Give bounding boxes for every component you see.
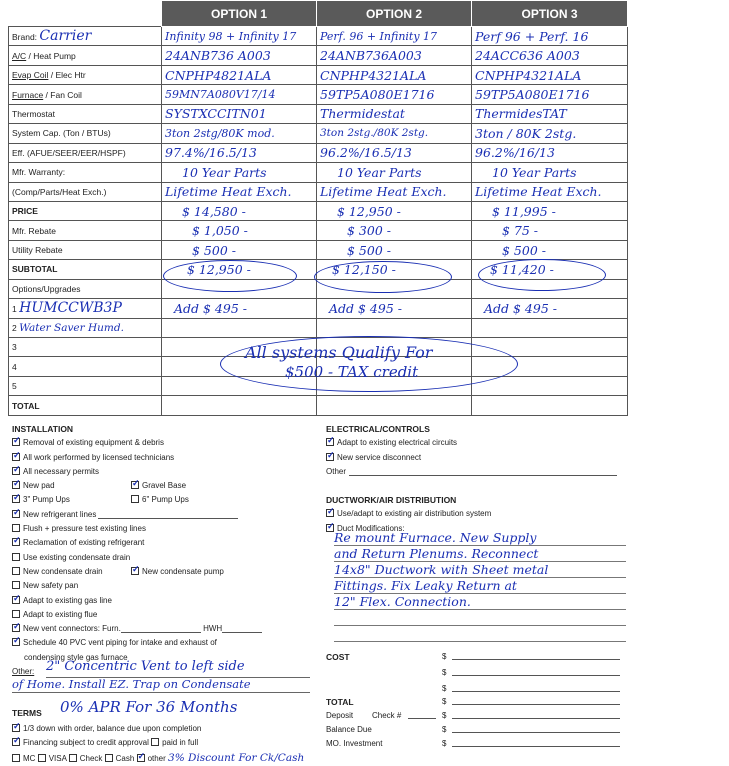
label-furnace-alt: / Fan Coil (43, 89, 82, 100)
cost-row-2[interactable] (326, 666, 626, 682)
row-upgrade-1 (9, 299, 628, 318)
terms-section (12, 698, 332, 766)
upgrade-2-option-1 (162, 318, 317, 337)
checkbox-icon[interactable] (12, 538, 20, 546)
utility-rebate-option-1: $ 500 - (162, 240, 317, 259)
install-item-1[interactable] (12, 436, 312, 450)
install-item-3[interactable] (12, 465, 312, 479)
fill-line (349, 466, 617, 476)
deposit-label: Deposit (326, 711, 354, 720)
checkbox-icon[interactable] (12, 738, 20, 746)
thermostat-option-2: Thermidestat (317, 104, 472, 123)
ductwork-note-2: and Return Plenums. Reconnect (334, 546, 626, 562)
row-upgrade-2 (9, 318, 628, 337)
total-option-2 (317, 396, 472, 415)
fill-line (408, 709, 436, 719)
cost-currency: $ (442, 668, 447, 677)
installation-title: INSTALLATION (12, 424, 74, 434)
row-capacity (9, 124, 628, 143)
install-item-7[interactable] (12, 522, 312, 536)
warranty-option-1: 10 Year Parts (162, 163, 317, 182)
deposit-row[interactable] (326, 709, 626, 723)
cost-row[interactable] (326, 650, 626, 666)
checkbox-icon[interactable] (12, 495, 20, 503)
total-label: TOTAL (326, 697, 354, 707)
terms-handwritten: 0% APR For 36 Months (60, 698, 238, 716)
fill-line (452, 695, 620, 705)
checkbox-icon[interactable] (12, 438, 20, 446)
subtotal-oval-3 (478, 259, 606, 291)
label-ac-main: A/C (12, 50, 27, 61)
label-warranty: Mfr. Warranty: (9, 163, 162, 182)
install-item-label: condensing style gas furnace (24, 652, 128, 662)
check-label: Check # (372, 711, 402, 720)
checkbox-icon[interactable] (12, 553, 20, 561)
installation-section (12, 422, 312, 693)
label-total: TOTAL (9, 396, 162, 415)
checkbox-icon[interactable] (12, 467, 20, 475)
total-row[interactable] (326, 695, 626, 709)
label-thermostat: Thermostat (9, 104, 162, 123)
label-ac-alt: / Heat Pump (26, 50, 76, 61)
install-item-12[interactable] (12, 594, 312, 608)
fill-line (222, 623, 262, 633)
install-item-13[interactable] (12, 608, 312, 622)
label-upgrade-3: 3 (9, 338, 162, 357)
fill-line (452, 666, 620, 676)
install-item-label: All necessary permits (23, 466, 100, 476)
subtotal-oval-2 (314, 261, 452, 293)
upgrade-2-note: Water Saver Humd. (19, 321, 124, 334)
subtotal-option-1: $ 12,950 - (162, 260, 317, 279)
row-evap (9, 65, 628, 84)
total-option-1 (162, 396, 317, 415)
checkbox-icon[interactable] (12, 581, 20, 589)
ac-option-3: 24ACC636 A003 (472, 46, 628, 65)
ductwork-note-5: 12" Flex. Connection. (334, 594, 626, 610)
label-upgrade-5: 5 (9, 376, 162, 395)
capacity-option-2: 3ton 2stg./80K 2stg. (317, 124, 472, 143)
install-item-label: Reclamation of existing refrigerant (23, 538, 145, 548)
furnace-option-2: 59TP5A080E1716 (317, 85, 472, 104)
terms-item-label: 1/3 down with order, balance due upon completion (23, 724, 202, 733)
summary-section (326, 650, 626, 751)
checkbox-icon[interactable] (12, 567, 20, 575)
fill-line (452, 650, 620, 660)
row-mfr-rebate (9, 221, 628, 240)
efficiency-option-1: 97.4%/16.5/13 (162, 143, 317, 162)
header-blank (9, 1, 162, 27)
checkbox-icon[interactable] (131, 567, 139, 575)
install-item-label: New vent connectors: Furn. (23, 624, 121, 634)
label-furnace-main: Furnace (12, 89, 44, 100)
checkbox-icon[interactable] (69, 754, 77, 762)
cost-currency: $ (442, 652, 447, 661)
upgrade-1-note: HUMCCWB3P (19, 300, 122, 317)
checkbox-icon[interactable] (105, 754, 113, 762)
furnace-option-1: 59MN7A080V17/14 (162, 85, 317, 104)
label-upgrade-2 (9, 318, 162, 337)
efficiency-option-2: 96.2%/16.5/13 (317, 143, 472, 162)
install-item-label: New refrigerant lines (23, 509, 97, 519)
thermostat-option-3: ThermidesTAT (472, 104, 628, 123)
evap-option-1: CNPHP4821ALA (162, 65, 317, 84)
checkbox-icon[interactable] (12, 481, 20, 489)
install-item-4[interactable] (12, 479, 312, 493)
checkbox-icon[interactable] (326, 524, 334, 532)
label-price: PRICE (9, 201, 162, 220)
label-upgrade-1 (9, 299, 162, 318)
subtotal-oval-1 (163, 260, 297, 292)
comp-option-3: Lifetime Heat Exch. (472, 182, 628, 201)
install-item-2[interactable] (12, 451, 312, 465)
row-ac (9, 46, 628, 65)
label-capacity: System Cap. (Ton / BTUs) (9, 124, 162, 143)
ductwork-note-3: 14x8" Ductwork with Sheet metal (334, 562, 626, 578)
install-other-2 (12, 679, 312, 693)
subtotal-option-2: $ 12,150 - (317, 260, 472, 279)
brand-value: Carrier (39, 28, 92, 45)
upgrade-1-number: 1 (12, 304, 17, 315)
subtotal-option-3: $ 11,420 - (472, 260, 628, 279)
upgrade-1-option-1: Add $ 495 - (162, 299, 317, 318)
label-options-upgrades: Options/Upgrades (9, 279, 162, 298)
warranty-option-2: 10 Year Parts (317, 163, 472, 182)
upgrade-5-option-3 (472, 376, 628, 395)
install-other-label: Other: (12, 667, 35, 677)
brand-option-3: Perf 96 + Perf. 16 (472, 27, 628, 46)
install-item-label-2: 6" Pump Ups (142, 495, 189, 505)
option-2-header: OPTION 2 (317, 1, 472, 27)
label-comp-parts: (Comp/Parts/Heat Exch.) (9, 182, 162, 201)
furnace-option-3: 59TP5A080E1716 (472, 85, 628, 104)
terms-item-2[interactable] (12, 736, 332, 750)
row-thermostat (9, 104, 628, 123)
checkbox-icon[interactable] (12, 624, 20, 632)
row-efficiency (9, 143, 628, 162)
label-utility-rebate: Utility Rebate (9, 240, 162, 259)
option-3-header: OPTION 3 (472, 1, 628, 27)
label-mfr-rebate: Mfr. Rebate (9, 221, 162, 240)
evap-option-2: CNPHP4321ALA (317, 65, 472, 84)
fill-line (98, 509, 238, 519)
terms-header (12, 698, 332, 722)
upgrade-2-number: 2 (12, 322, 17, 333)
price-option-3: $ 11,995 - (472, 201, 628, 220)
install-other-rule-1 (46, 677, 310, 678)
efficiency-option-3: 96.2%/16/13 (472, 143, 628, 162)
electrical-item-1[interactable] (326, 436, 626, 450)
checkbox-icon[interactable] (12, 453, 20, 461)
tax-credit-line-2: $500 - TAX credit (285, 363, 419, 381)
ductwork-notes (334, 530, 626, 642)
install-item-label: Removal of existing equipment & debris (23, 438, 164, 448)
payment-check: Check (79, 753, 103, 763)
ductwork-item-label: Use/adapt to existing air distribution system (337, 509, 492, 519)
payment-mc: MC (23, 753, 36, 763)
install-item-label: New pad (23, 481, 55, 491)
ductwork-title: DUCTWORK/AIR DISTRIBUTION (326, 495, 457, 505)
install-item-10[interactable] (12, 565, 312, 579)
ac-option-1: 24ANB736 A003 (162, 46, 317, 65)
mfr-rebate-option-1: $ 1,050 - (162, 221, 317, 240)
capacity-option-3: 3ton / 80K 2stg. (472, 124, 628, 143)
checkbox-icon[interactable] (131, 495, 139, 503)
upgrade-1-option-3: Add $ 495 - (472, 299, 628, 318)
ductwork-item-label: Duct Modifications: (337, 523, 405, 533)
install-item-label: All work performed by licensed technicians (23, 452, 175, 462)
electrical-section (326, 422, 626, 479)
row-brand (9, 27, 628, 46)
checkbox-icon[interactable] (137, 754, 145, 762)
comp-option-2: Lifetime Heat Exch. (317, 182, 472, 201)
terms-item-label: Financing subject to credit approval (23, 738, 149, 748)
ductwork-note-4: Fittings. Fix Leaky Return at (334, 578, 626, 594)
electrical-other-label: Other (326, 466, 347, 476)
install-item-15[interactable] (12, 636, 312, 650)
checkbox-icon[interactable] (12, 638, 20, 646)
electrical-title: ELECTRICAL/CONTROLS (326, 424, 430, 434)
upgrade-1-option-2: Add $ 495 - (317, 299, 472, 318)
electrical-other[interactable] (326, 465, 626, 479)
warranty-option-3: 10 Year Parts (472, 163, 628, 182)
investment-label: MO. Investment (326, 739, 383, 748)
ductwork-blank-line (334, 610, 626, 626)
checkbox-icon[interactable] (12, 524, 20, 532)
label-ac (9, 46, 162, 65)
investment-currency: $ (442, 739, 447, 748)
options-header-row (9, 1, 628, 27)
install-item-label-2: New condensate pump (142, 566, 224, 576)
balance-row[interactable] (326, 723, 626, 737)
label-subtotal: SUBTOTAL (9, 260, 162, 279)
payment-note: 3% Discount For Ck/Cash (168, 751, 305, 764)
thermostat-option-1: SYSTXCCITN01 (162, 104, 317, 123)
terms-item-1[interactable] (12, 722, 332, 736)
ductwork-blank-line (334, 626, 626, 642)
fill-line (452, 709, 620, 719)
checkbox-icon[interactable] (326, 438, 334, 446)
electrical-item-2[interactable] (326, 451, 626, 465)
price-option-1: $ 14,580 - (162, 201, 317, 220)
payment-visa: VISA (48, 753, 67, 763)
cost-row-3[interactable] (326, 682, 626, 695)
install-item-label: Schedule 40 PVC vent piping for intake and exhaust of (23, 638, 217, 648)
terms-item-label-2: paid in full (162, 738, 199, 748)
row-total (9, 396, 628, 415)
ductwork-note-1: Re mount Furnace. New Supply (334, 530, 626, 546)
balance-currency: $ (442, 725, 447, 734)
fill-line (452, 682, 620, 692)
row-furnace (9, 85, 628, 104)
payment-cash: Cash (115, 753, 135, 763)
install-item-label-2: Gravel Base (142, 481, 187, 491)
checkbox-icon[interactable] (38, 754, 46, 762)
option-1-header: OPTION 1 (162, 1, 317, 27)
ac-option-2: 24ANB736A003 (317, 46, 472, 65)
tax-credit-line-1: All systems Qualify For (245, 343, 433, 362)
price-option-2: $ 12,950 - (317, 201, 472, 220)
checkbox-icon[interactable] (12, 610, 20, 618)
checkbox-icon[interactable] (12, 724, 20, 732)
checkbox-icon[interactable] (12, 754, 20, 762)
electrical-item-label: New service disconnect (337, 452, 422, 462)
install-item-8[interactable] (12, 536, 312, 550)
deposit-currency: $ (442, 711, 447, 720)
label-evap-alt: / Elec Htr (48, 70, 86, 81)
label-upgrade-4: 4 (9, 357, 162, 376)
electrical-item-label: Adapt to existing electrical circuits (337, 438, 458, 448)
total-option-3 (472, 396, 628, 415)
install-other-line-2: of Home. Install EZ. Trap on Condensate (12, 677, 251, 692)
install-item-label: Use existing condensate drain (23, 552, 131, 562)
label-text: Brand: (12, 32, 38, 43)
install-item-label: 3" Pump Ups (23, 495, 70, 505)
install-item-label: Flush + pressure test existing lines (23, 524, 146, 534)
cost-label: COST (326, 652, 350, 662)
row-price (9, 201, 628, 220)
payment-row[interactable] (12, 751, 332, 766)
comp-option-1: Lifetime Heat Exch. (162, 182, 317, 201)
checkbox-icon[interactable] (326, 509, 334, 517)
payment-other: other (147, 753, 166, 763)
checkbox-icon[interactable] (12, 596, 20, 604)
install-item-11[interactable] (12, 579, 312, 593)
checkbox-icon[interactable] (151, 738, 159, 746)
checkbox-icon[interactable] (12, 510, 20, 518)
install-item-6[interactable] (12, 508, 312, 522)
install-item-suffix: HWH (203, 624, 223, 634)
balance-label: Balance Due (326, 725, 372, 734)
install-item-label: New safety pan (23, 581, 79, 591)
install-other-line-1: 2" Concentric Vent to left side (46, 659, 245, 675)
checkbox-icon[interactable] (131, 481, 139, 489)
brand-option-2: Perf. 96 + Infinity 17 (317, 27, 472, 46)
evap-option-3: CNPHP4321ALA (472, 65, 628, 84)
fill-line (121, 623, 201, 633)
install-item-14[interactable] (12, 622, 312, 636)
label-efficiency: Eff. (AFUE/SEER/EER/HSPF) (9, 143, 162, 162)
total-currency: $ (442, 697, 447, 706)
install-item-9[interactable] (12, 551, 312, 565)
mfr-rebate-option-3: $ 75 - (472, 221, 628, 240)
checkbox-icon[interactable] (326, 453, 334, 461)
row-comp-parts (9, 182, 628, 201)
fill-line (452, 723, 620, 733)
brand-option-1: Infinity 98 + Infinity 17 (162, 27, 317, 46)
utility-rebate-option-2: $ 500 - (317, 240, 472, 259)
row-utility-rebate (9, 240, 628, 259)
investment-row[interactable] (326, 737, 626, 751)
install-item-label: Adapt to existing gas line (23, 595, 112, 605)
install-item-label: Adapt to existing flue (23, 609, 98, 619)
ductwork-item-1[interactable] (326, 507, 626, 521)
install-other-rule-2 (12, 692, 310, 693)
label-furnace (9, 85, 162, 104)
label-evap-main: Evap Coil (12, 70, 49, 81)
label-evap (9, 65, 162, 84)
utility-rebate-option-3: $ 500 - (472, 240, 628, 259)
upgrade-2-option-2 (317, 318, 472, 337)
mfr-rebate-option-2: $ 300 - (317, 221, 472, 240)
install-item-label: New condensate drain (23, 566, 103, 576)
cost-currency: $ (442, 684, 447, 693)
upgrade-2-option-3 (472, 318, 628, 337)
install-item-5[interactable] (12, 493, 312, 507)
label-brand (9, 27, 162, 46)
terms-title: TERMS (12, 708, 42, 718)
fill-line (452, 737, 620, 747)
row-warranty (9, 163, 628, 182)
capacity-option-1: 3ton 2stg/80K mod. (162, 124, 317, 143)
